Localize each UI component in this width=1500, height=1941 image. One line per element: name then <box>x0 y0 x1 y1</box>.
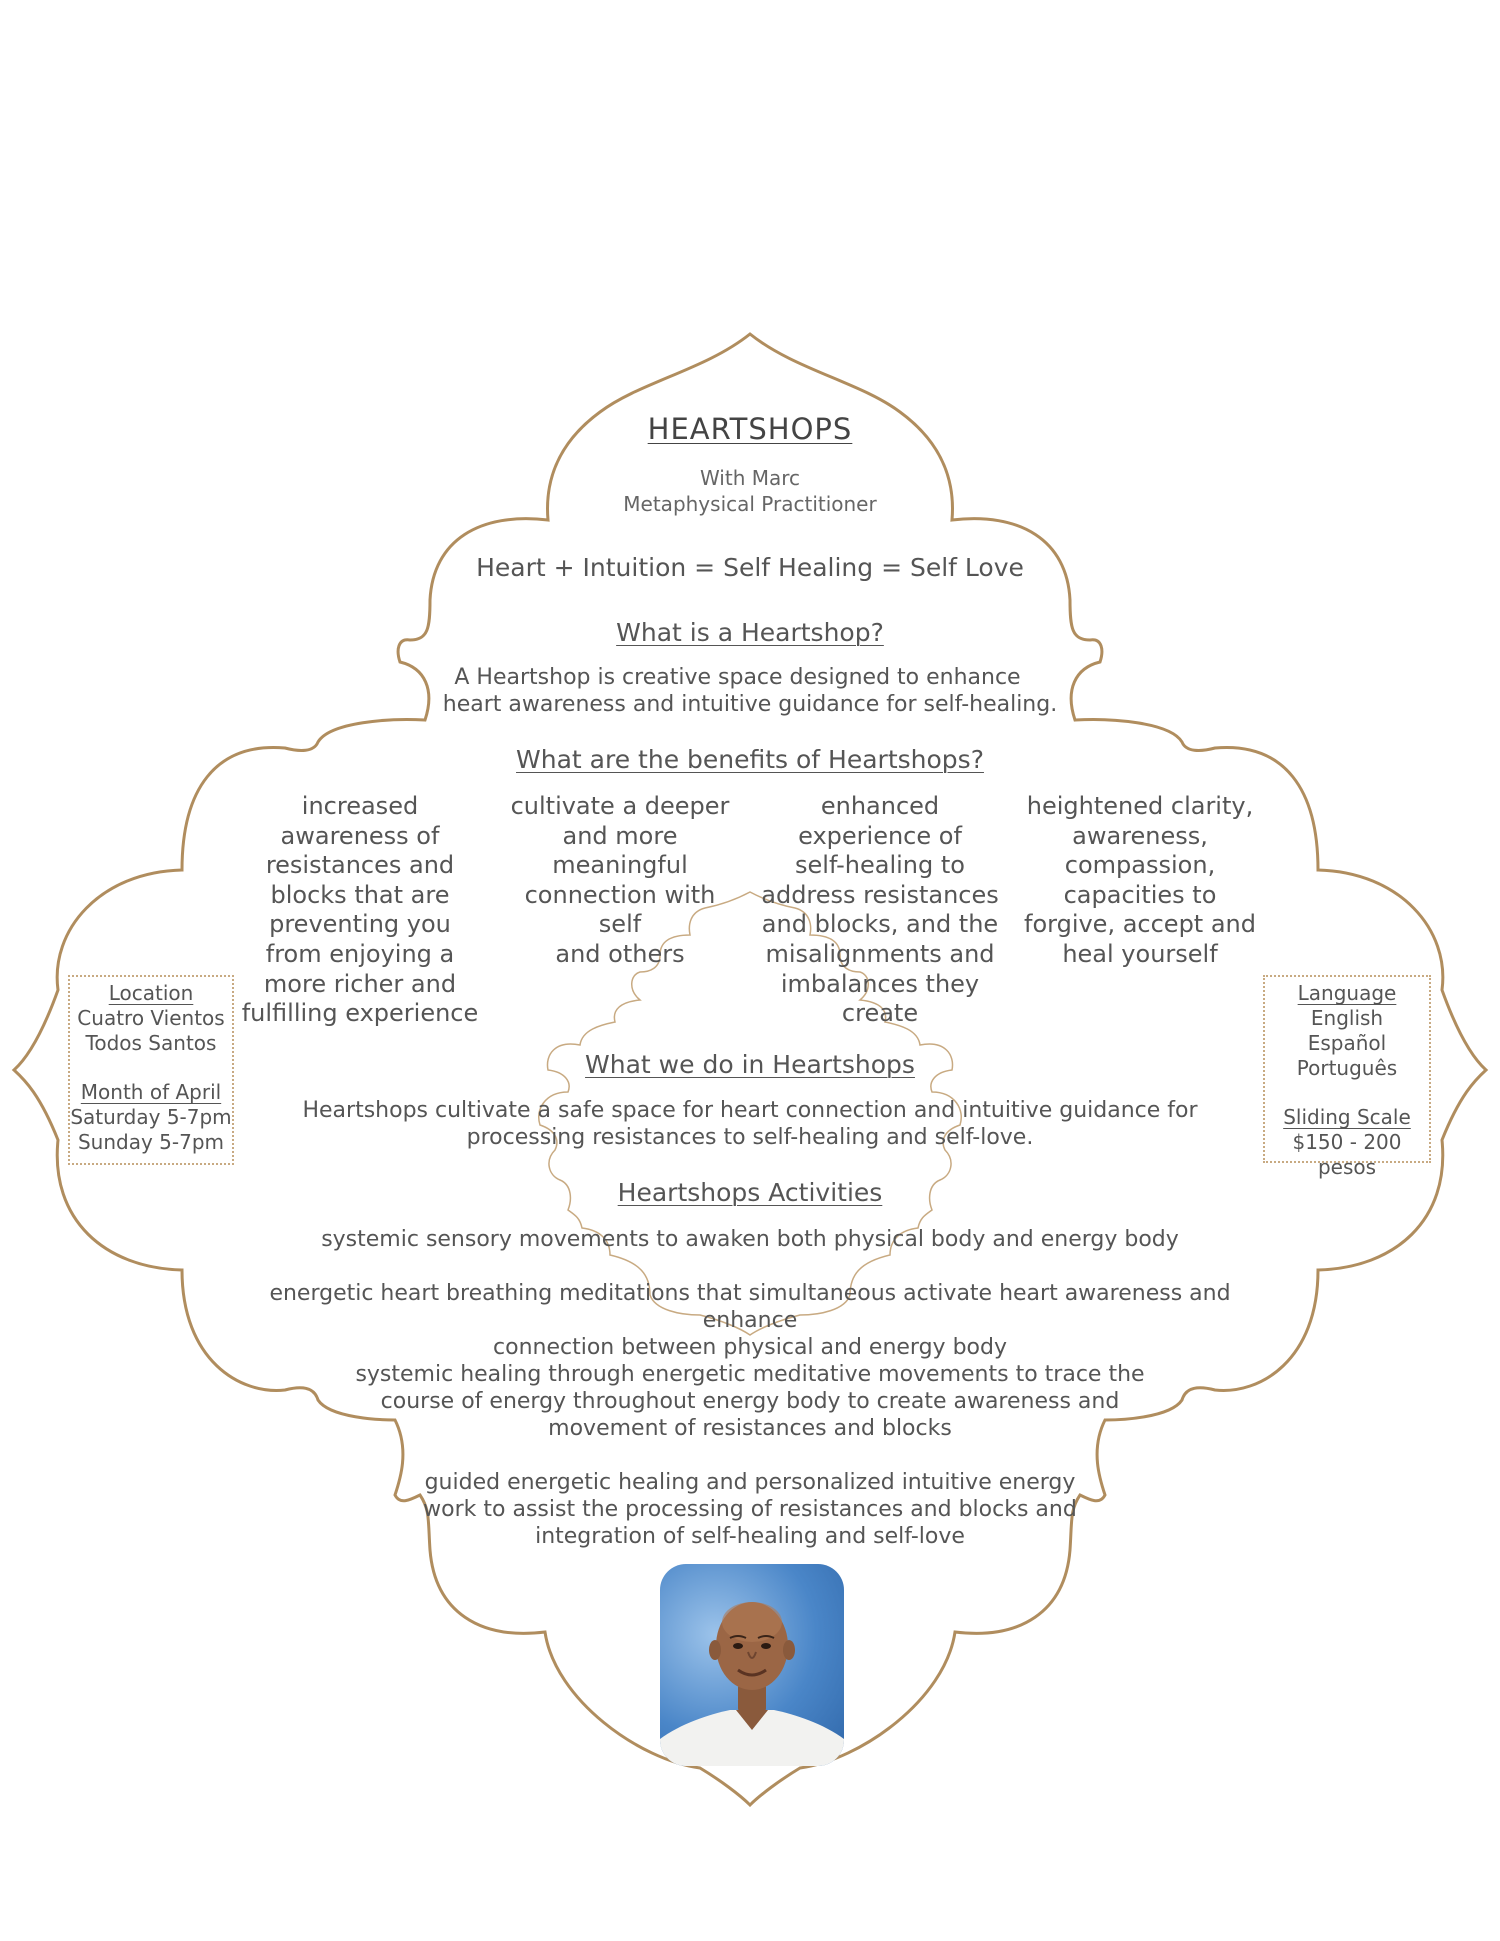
role-line: Metaphysical Practitioner <box>623 492 877 516</box>
benefit-4-line: capacities to <box>1063 880 1217 909</box>
sliding-scale-label: Sliding Scale <box>1283 1105 1411 1129</box>
benefit-1-line: resistances and <box>265 851 455 880</box>
benefit-2-line: and more <box>562 821 678 850</box>
benefit-4-line: awareness, <box>1072 821 1208 850</box>
practitioner-info <box>500 465 1000 517</box>
language-portuguese: Português <box>1296 1056 1398 1080</box>
activity-3-line: systemic healing through energetic meditative movements to trace the <box>355 1362 1145 1387</box>
price-range: $150 - 200 pesos <box>1292 1130 1402 1179</box>
activity-4-line: work to assist the processing of resistances and blocks and <box>423 1497 1077 1522</box>
benefit-1-line: preventing you <box>269 910 451 939</box>
what-we-do-line-1: Heartshops cultivate a safe space for heart connection and intuitive guidance for <box>302 1098 1198 1123</box>
benefit-3-line: misalignments and <box>765 939 995 968</box>
schedule-saturday: Saturday 5-7pm <box>70 1105 232 1129</box>
location-line-1: Cuatro Vientos <box>77 1006 225 1030</box>
benefit-3-line: experience of <box>798 821 962 850</box>
language-english: English <box>1310 1006 1384 1030</box>
location-schedule-box <box>68 975 234 1165</box>
benefit-4-line: compassion, <box>1064 851 1216 880</box>
benefit-3-line: imbalances they <box>780 969 980 998</box>
benefit-1-line: fulfilling experience <box>241 999 479 1028</box>
page-title: HEARTSHOPS <box>647 412 853 446</box>
benefit-2-line: and others <box>555 939 685 968</box>
activity-1-line: systemic sensory movements to awaken both physical body and energy body <box>321 1227 1179 1252</box>
activity-3-line: course of energy throughout energy body to create awareness and <box>380 1389 1120 1414</box>
activity-item-3 <box>250 1361 1250 1442</box>
what-is-text <box>300 664 1200 718</box>
benefits-heading: What are the benefits of Heartshops? <box>516 745 984 774</box>
what-is-heading: What is a Heartshop? <box>616 618 884 647</box>
benefit-3-line: self-healing to <box>795 851 965 880</box>
benefit-2-line: meaningful <box>552 851 688 880</box>
benefit-1-line: blocks that are <box>270 880 450 909</box>
benefit-column-4 <box>1020 792 1260 970</box>
benefit-3-line: create <box>841 999 919 1028</box>
language-label: Language <box>1297 981 1397 1005</box>
activity-item-1 <box>250 1226 1250 1253</box>
activity-3-line: movement of resistances and blocks <box>548 1416 952 1441</box>
activity-4-line: guided energetic healing and personalized intuitive energy <box>424 1470 1076 1495</box>
portrait-illustration <box>660 1564 844 1766</box>
spacer <box>1265 1081 1429 1105</box>
activity-2-line: energetic heart breathing meditations that simultaneous activate heart awareness and enhance <box>269 1281 1231 1333</box>
benefit-4-line: heal yourself <box>1062 939 1218 968</box>
benefit-1-line: increased <box>301 792 419 820</box>
activity-2-line: connection between physical and energy body <box>493 1335 1007 1360</box>
what-we-do-heading: What we do in Heartshops <box>585 1050 915 1079</box>
activity-item-4 <box>250 1469 1250 1550</box>
equation-tagline: Heart + Intuition = Self Healing = Self Love <box>476 553 1024 582</box>
location-label: Location <box>108 981 194 1005</box>
benefit-3-line: address resistances <box>761 880 999 909</box>
practitioner-photo <box>660 1564 844 1766</box>
benefit-column-1 <box>240 792 480 1029</box>
language-price-box <box>1263 975 1431 1179</box>
benefit-column-2 <box>500 792 740 970</box>
activities-heading: Heartshops Activities <box>617 1178 883 1207</box>
month-label: Month of April <box>80 1080 222 1104</box>
language-spanish: Español <box>1307 1031 1387 1055</box>
benefit-4-line: heightened clarity, <box>1026 792 1254 820</box>
location-line-2: Todos Santos <box>85 1031 217 1055</box>
benefit-1-line: from enjoying a <box>265 939 455 968</box>
benefit-3-line: and blocks, and the <box>761 910 999 939</box>
benefit-column-3 <box>760 792 1000 1029</box>
what-is-line-2: heart awareness and intuitive guidance for self-healing. <box>442 692 1058 717</box>
benefit-2-line: connection with self <box>524 880 716 939</box>
what-we-do-text <box>250 1097 1250 1151</box>
benefit-2-line: cultivate a deeper <box>510 792 730 820</box>
benefit-3-line: enhanced <box>820 792 940 820</box>
with-line: With Marc <box>699 466 801 490</box>
activity-4-line: integration of self-healing and self-love <box>535 1524 965 1549</box>
spacer <box>70 1056 232 1080</box>
schedule-sunday: Sunday 5-7pm <box>77 1130 225 1154</box>
what-we-do-line-2: processing resistances to self-healing and self-love. <box>466 1125 1034 1150</box>
benefit-4-line: forgive, accept and <box>1024 910 1256 939</box>
benefit-1-line: more richer and <box>263 969 457 998</box>
what-is-line-1: A Heartshop is creative space designed to enhance <box>454 665 1021 690</box>
benefit-1-line: awareness of <box>280 821 440 850</box>
activity-item-2 <box>250 1280 1250 1361</box>
